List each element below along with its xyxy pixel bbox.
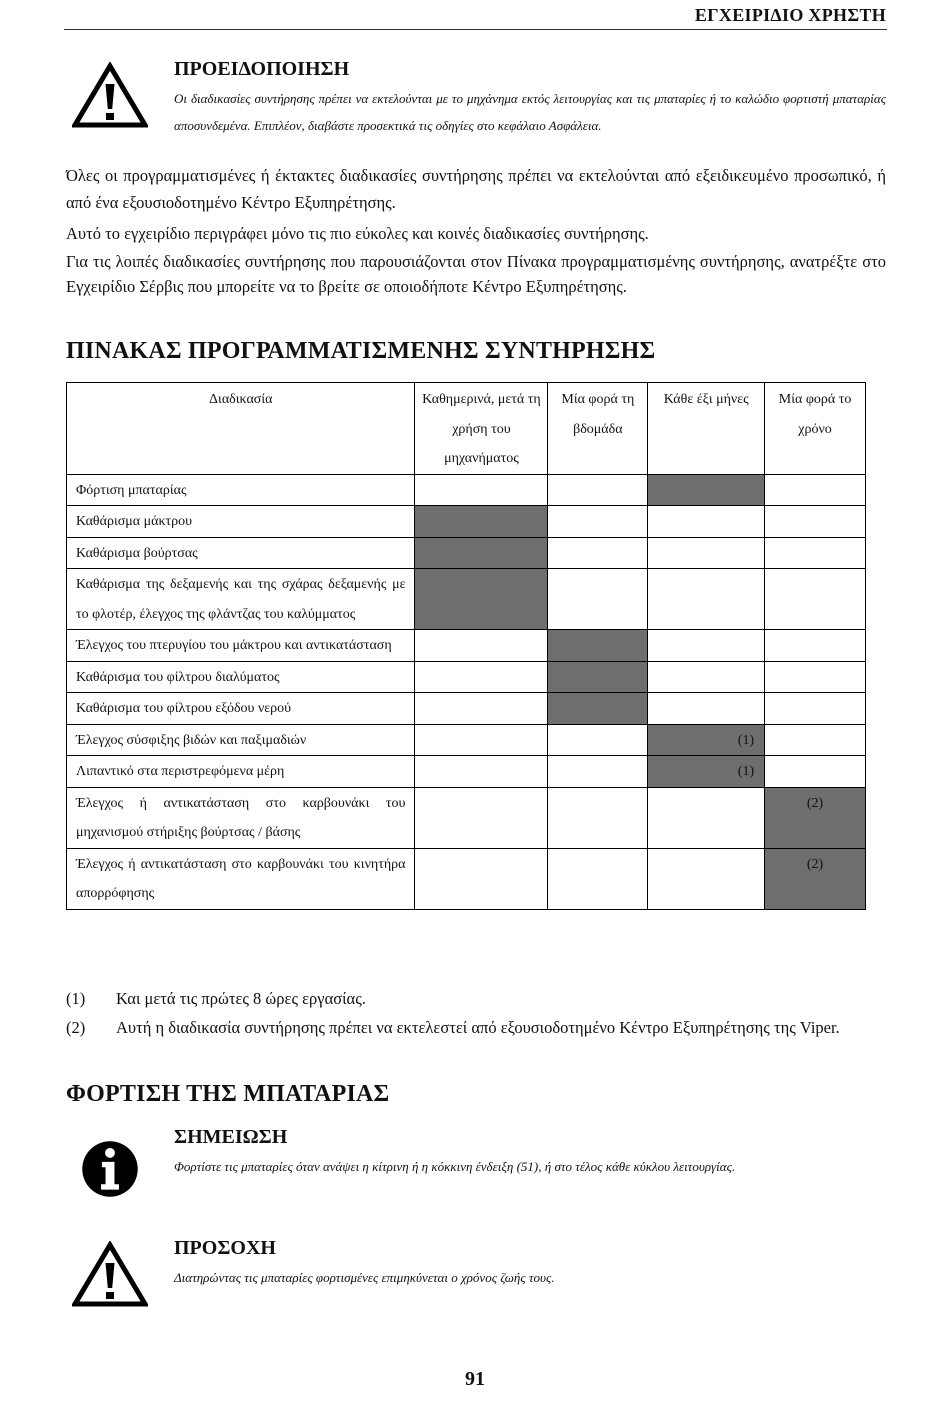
intro-paragraph-2: Αυτό το εγχειρίδιο περιγράφει μόνο τις πιο εύκολες και κοινές διαδικασίες συντήρησης.	[66, 224, 649, 243]
schedule-cell-weekly	[548, 474, 648, 506]
procedure-cell: Έλεγχος ή αντικατάσταση στο καρβουνάκι του μηχανισμού στήριξης βούρτσας / βάσης	[67, 787, 415, 848]
procedure-cell: Έλεγχος ή αντικατάσταση στο καρβουνάκι του κινητήρα απορρόφησης	[67, 848, 415, 909]
schedule-cell-daily	[415, 537, 548, 569]
maintenance-table-title: ΠΙΝΑΚΑΣ ΠΡΟΓΡΑΜΜΑΤΙΣΜΕΝΗΣ ΣΥΝΤΗΡΗΣΗΣ	[66, 338, 656, 364]
schedule-cell-daily	[415, 787, 548, 848]
table-row	[67, 724, 866, 756]
charging-section-title: ΦΟΡΤΙΣΗ ΤΗΣ ΜΠΑΤΑΡΙΑΣ	[66, 1081, 390, 1107]
schedule-cell-six-months	[648, 506, 765, 538]
procedure-cell: Καθάρισμα του φίλτρου εξόδου νερού	[67, 693, 415, 725]
procedure-cell: Έλεγχος σύσφιξης βιδών και παξιμαδιών	[67, 724, 415, 756]
schedule-cell-six-months	[648, 787, 765, 848]
table-row	[67, 661, 866, 693]
manual-header-title: ΕΓΧΕΙΡΙΔΙΟ ΧΡΗΣΤΗ	[694, 5, 886, 25]
procedure-cell: Έλεγχος του πτερυγίου του μάκτρου και αντικατάσταση	[67, 630, 415, 662]
caution-text: Διατηρώντας τις μπαταρίες φορτισμένες επιμηκύνεται ο χρόνος ζωής τους.	[174, 1270, 555, 1285]
column-header-procedure: Διαδικασία	[67, 383, 415, 475]
schedule-cell-six-months	[648, 474, 765, 506]
column-header-daily: Καθημερινά, μετά τη χρήση του μηχανήματος	[415, 383, 548, 475]
procedure-cell: Καθάρισμα βούρτσας	[67, 537, 415, 569]
schedule-cell-six-months	[648, 693, 765, 725]
caution-notice	[66, 1237, 886, 1317]
footnote-2	[66, 1013, 886, 1071]
schedule-cell-yearly	[765, 693, 866, 725]
schedule-cell-yearly	[765, 756, 866, 788]
table-row	[67, 506, 866, 538]
footnote-number: (2)	[66, 1018, 86, 1037]
column-header-yearly: Μία φορά το χρόνο	[765, 383, 866, 475]
table-header-row	[67, 383, 866, 475]
table-row	[67, 537, 866, 569]
schedule-cell-weekly	[548, 724, 648, 756]
schedule-cell-six-months	[648, 569, 765, 630]
table-row	[67, 756, 866, 788]
note-notice	[66, 1126, 886, 1216]
schedule-cell-weekly	[548, 537, 648, 569]
warning-title: ΠΡΟΕΙΔΟΠΟΙΗΣΗ	[174, 58, 350, 80]
schedule-cell-weekly	[548, 756, 648, 788]
schedule-cell-yearly: (2)	[765, 787, 866, 848]
schedule-cell-six-months	[648, 630, 765, 662]
table-row	[67, 787, 866, 848]
schedule-cell-daily	[415, 506, 548, 538]
schedule-cell-yearly	[765, 724, 866, 756]
intro-paragraph-3: Για τις λοιπές διαδικασίες συντήρησης που παρουσιάζονται στον Πίνακα προγραμματισμένης συντήρησης, ανατρέξτε στο Εγχειρίδιο Σέρβις που μπορείτε να το βρείτε σε οποιοδήποτε Κέντρο Εξυπηρέτησης.	[66, 252, 886, 296]
page-number: 91	[465, 1368, 485, 1390]
warning-notice	[66, 58, 886, 163]
schedule-cell-yearly	[765, 474, 866, 506]
schedule-cell-weekly	[548, 569, 648, 630]
schedule-cell-daily	[415, 724, 548, 756]
schedule-cell-six-months	[648, 537, 765, 569]
caution-title: ΠΡΟΣΟΧΗ	[174, 1237, 276, 1259]
header-divider	[64, 29, 887, 30]
schedule-cell-yearly	[765, 537, 866, 569]
table-row	[67, 474, 866, 506]
maintenance-schedule-table	[66, 382, 866, 910]
warning-triangle-icon	[72, 62, 148, 128]
schedule-cell-daily	[415, 474, 548, 506]
schedule-cell-weekly	[548, 787, 648, 848]
procedure-cell: Καθάρισμα του φίλτρου διαλύματος	[67, 661, 415, 693]
schedule-cell-weekly	[548, 693, 648, 725]
schedule-cell-yearly	[765, 569, 866, 630]
footnote-text: Αυτή η διαδικασία συντήρησης πρέπει να εκτελεστεί από εξουσιοδοτημένο Κέντρο Εξυπηρέτησης της Viper.	[116, 1018, 840, 1037]
schedule-cell-daily	[415, 756, 548, 788]
schedule-cell-six-months	[648, 848, 765, 909]
schedule-cell-daily	[415, 630, 548, 662]
procedure-cell: Καθάρισμα μάκτρου	[67, 506, 415, 538]
table-row	[67, 848, 866, 909]
schedule-cell-yearly	[765, 506, 866, 538]
column-header-six-months: Κάθε έξι μήνες	[648, 383, 765, 475]
footnote-number: (1)	[66, 989, 86, 1008]
warning-text: Οι διαδικασίες συντήρησης πρέπει να εκτελούνται με το μηχάνημα εκτός λειτουργίας και τις μπαταρίες ή το καλώδιο φορτιστή μπαταρίας αποσυνδεμένα. Επιπλέον, διαβάστε προσεκτικά τις οδηγίες στο κεφάλαιο Ασφάλεια.	[174, 91, 886, 133]
footnote-text: Και μετά τις πρώτες 8 ώρες εργασίας.	[116, 989, 366, 1008]
schedule-cell-six-months	[648, 661, 765, 693]
schedule-cell-daily	[415, 693, 548, 725]
note-text: Φορτίστε τις μπαταρίες όταν ανάψει η κίτρινη ή η κόκκινη ένδειξη (51), ή στο τέλος κάθε κύκλου λειτουργίας.	[174, 1159, 736, 1174]
schedule-cell-yearly	[765, 630, 866, 662]
schedule-cell-weekly	[548, 506, 648, 538]
info-icon	[76, 1135, 144, 1203]
schedule-cell-daily	[415, 848, 548, 909]
schedule-cell-weekly	[548, 630, 648, 662]
procedure-cell: Καθάρισμα της δεξαμενής και της σχάρας δεξαμενής με το φλοτέρ, έλεγχος της φλάντζας του καλύμματος	[67, 569, 415, 630]
schedule-cell-six-months: (1)	[648, 724, 765, 756]
warning-triangle-icon	[72, 1241, 148, 1307]
table-row	[67, 693, 866, 725]
schedule-cell-daily	[415, 661, 548, 693]
schedule-cell-yearly	[765, 661, 866, 693]
procedure-cell: Φόρτιση μπαταρίας	[67, 474, 415, 506]
intro-paragraph-1: Όλες οι προγραμματισμένες ή έκτακτες διαδικασίες συντήρησης πρέπει να εκτελούνται από εξειδικευμένο προσωπικό, ή από ένα εξουσιοδοτημένο Κέντρο Εξυπηρέτησης.	[66, 166, 886, 212]
schedule-cell-six-months: (1)	[648, 756, 765, 788]
footnote-1	[66, 984, 886, 1013]
note-title: ΣΗΜΕΙΩΣΗ	[174, 1126, 288, 1148]
procedure-cell: Λιπαντικό στα περιστρεφόμενα μέρη	[67, 756, 415, 788]
schedule-cell-weekly	[548, 848, 648, 909]
schedule-cell-weekly	[548, 661, 648, 693]
schedule-cell-daily	[415, 569, 548, 630]
column-header-weekly: Μία φορά τη βδομάδα	[548, 383, 648, 475]
schedule-cell-yearly: (2)	[765, 848, 866, 909]
table-row	[67, 569, 866, 630]
table-row	[67, 630, 866, 662]
